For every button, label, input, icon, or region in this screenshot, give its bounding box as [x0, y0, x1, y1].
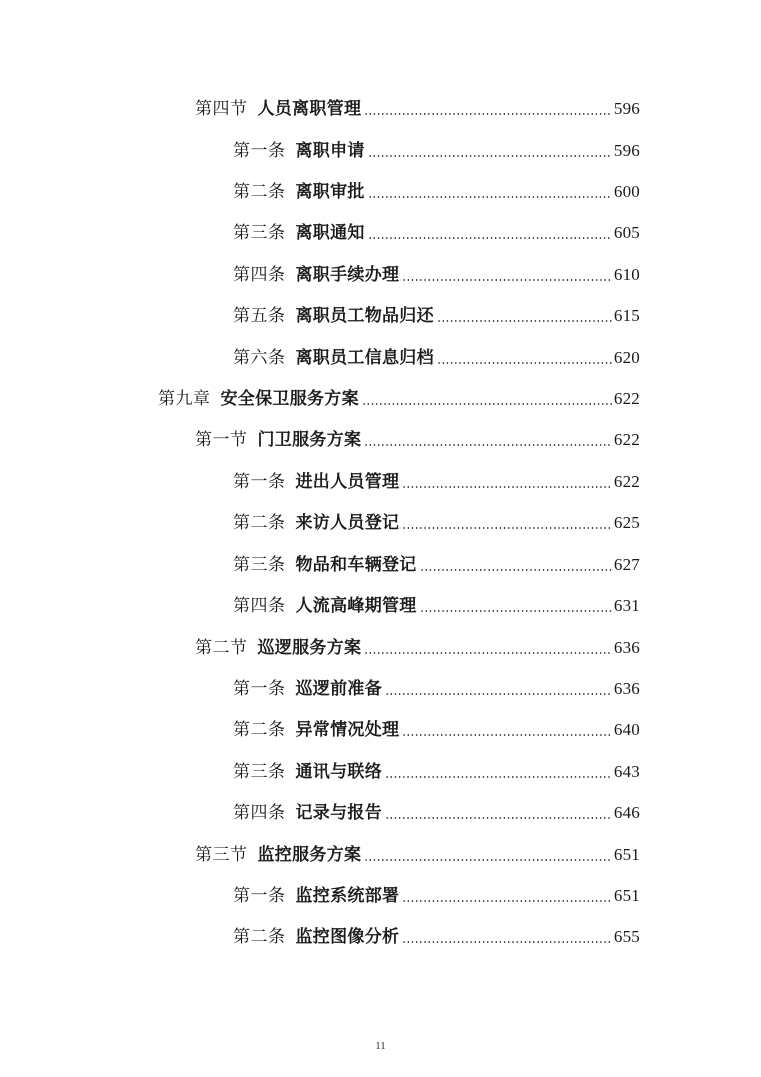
- entry-title: 监控服务方案: [257, 845, 362, 865]
- entry-page-number: 651: [613, 886, 640, 905]
- toc-entry[interactable]: [233, 677, 640, 701]
- dot-leader: [437, 362, 612, 364]
- entry-number: 第三条: [233, 223, 286, 243]
- toc-entry[interactable]: [233, 553, 640, 577]
- entry-page-number: 636: [613, 679, 640, 698]
- entry-number: 第二条: [233, 927, 286, 947]
- toc-entry[interactable]: [233, 760, 640, 784]
- dot-leader: [402, 527, 612, 529]
- toc-entry[interactable]: [233, 884, 640, 908]
- entry-title: 异常情况处理: [295, 720, 400, 740]
- entry-title: 离职申请: [295, 141, 365, 161]
- entry-number: 第一条: [233, 679, 286, 699]
- entry-page-number: 631: [613, 596, 640, 615]
- entry-title: 监控图像分析: [295, 927, 400, 947]
- toc-entry[interactable]: [233, 346, 640, 370]
- entry-number: 第六条: [233, 348, 286, 368]
- entry-title: 记录与报告: [295, 803, 382, 823]
- entry-title: 安全保卫服务方案: [220, 389, 359, 409]
- entry-title: 门卫服务方案: [257, 430, 362, 450]
- entry-title: 离职通知: [295, 223, 365, 243]
- toc-entry[interactable]: [195, 843, 640, 867]
- entry-page-number: 622: [613, 472, 640, 491]
- entry-page-number: 651: [613, 845, 640, 864]
- entry-title: 巡逻前准备: [295, 679, 382, 699]
- entry-number: 第三条: [233, 555, 286, 575]
- entry-title: 人员离职管理: [257, 99, 362, 119]
- dot-leader: [420, 569, 612, 571]
- dot-leader: [420, 610, 612, 612]
- dot-leader: [402, 941, 612, 943]
- toc-entry[interactable]: [233, 470, 640, 494]
- entry-title: 监控系统部署: [295, 886, 400, 906]
- toc-entry[interactable]: [233, 139, 640, 163]
- entry-page-number: 615: [613, 306, 640, 325]
- entry-page-number: 622: [613, 430, 640, 449]
- toc-entry[interactable]: [233, 801, 640, 825]
- entry-page-number: 643: [613, 762, 640, 781]
- dot-leader: [364, 859, 612, 861]
- dot-leader: [402, 486, 612, 488]
- entry-title: 离职员工物品归还: [295, 306, 434, 326]
- entry-number: 第四节: [195, 99, 248, 119]
- entry-number: 第二条: [233, 513, 286, 533]
- toc-entry[interactable]: [233, 180, 640, 204]
- entry-page-number: 600: [613, 182, 640, 201]
- dot-leader: [368, 155, 612, 157]
- entry-title: 进出人员管理: [295, 472, 400, 492]
- entry-title: 物品和车辆登记: [295, 555, 417, 575]
- dot-leader: [368, 196, 612, 198]
- entry-title: 来访人员登记: [295, 513, 400, 533]
- dot-leader: [385, 817, 612, 819]
- entry-number: 第四条: [233, 596, 286, 616]
- dot-leader: [437, 320, 612, 322]
- entry-page-number: 646: [613, 803, 640, 822]
- dot-leader: [362, 403, 612, 405]
- dot-leader: [385, 693, 612, 695]
- entry-number: 第九章: [158, 389, 211, 409]
- entry-number: 第二条: [233, 720, 286, 740]
- dot-leader: [385, 776, 612, 778]
- entry-page-number: 636: [613, 638, 640, 657]
- toc-entry[interactable]: [233, 511, 640, 535]
- toc-entry[interactable]: [233, 718, 640, 742]
- entry-title: 巡逻服务方案: [257, 638, 362, 658]
- toc-entry[interactable]: [195, 428, 640, 452]
- entry-number: 第一节: [195, 430, 248, 450]
- entry-number: 第三节: [195, 845, 248, 865]
- toc-entry[interactable]: [233, 594, 640, 618]
- toc-entry[interactable]: [233, 263, 640, 287]
- dot-leader: [402, 734, 612, 736]
- entry-number: 第四条: [233, 265, 286, 285]
- entry-title: 离职审批: [295, 182, 365, 202]
- entry-page-number: 640: [613, 720, 640, 739]
- toc-entry[interactable]: [195, 636, 640, 660]
- toc-entry[interactable]: [233, 221, 640, 245]
- entry-number: 第一条: [233, 472, 286, 492]
- entry-number: 第二条: [233, 182, 286, 202]
- entry-number: 第一条: [233, 886, 286, 906]
- entry-page-number: 596: [613, 141, 640, 160]
- entry-number: 第一条: [233, 141, 286, 161]
- toc-entry[interactable]: [233, 304, 640, 328]
- entry-page-number: 596: [613, 99, 640, 118]
- entry-page-number: 625: [613, 513, 640, 532]
- entry-title: 离职手续办理: [295, 265, 400, 285]
- toc-entry[interactable]: [195, 97, 640, 121]
- entry-page-number: 610: [613, 265, 640, 284]
- entry-page-number: 620: [613, 348, 640, 367]
- page-number-footer: 11: [375, 1040, 386, 1052]
- entry-title: 离职员工信息归档: [295, 348, 434, 368]
- dot-leader: [364, 113, 612, 115]
- entry-title: 人流高峰期管理: [295, 596, 417, 616]
- entry-page-number: 655: [613, 927, 640, 946]
- dot-leader: [364, 444, 612, 446]
- entry-number: 第四条: [233, 803, 286, 823]
- dot-leader: [402, 900, 612, 902]
- entry-title: 通讯与联络: [295, 762, 382, 782]
- entry-page-number: 622: [613, 389, 640, 408]
- toc-entry[interactable]: [158, 387, 640, 411]
- entry-page-number: 627: [613, 555, 640, 574]
- dot-leader: [368, 237, 612, 239]
- entry-number: 第二节: [195, 638, 248, 658]
- entry-page-number: 605: [613, 223, 640, 242]
- dot-leader: [402, 279, 612, 281]
- entry-number: 第五条: [233, 306, 286, 326]
- dot-leader: [364, 652, 612, 654]
- toc-entry[interactable]: [233, 925, 640, 949]
- entry-number: 第三条: [233, 762, 286, 782]
